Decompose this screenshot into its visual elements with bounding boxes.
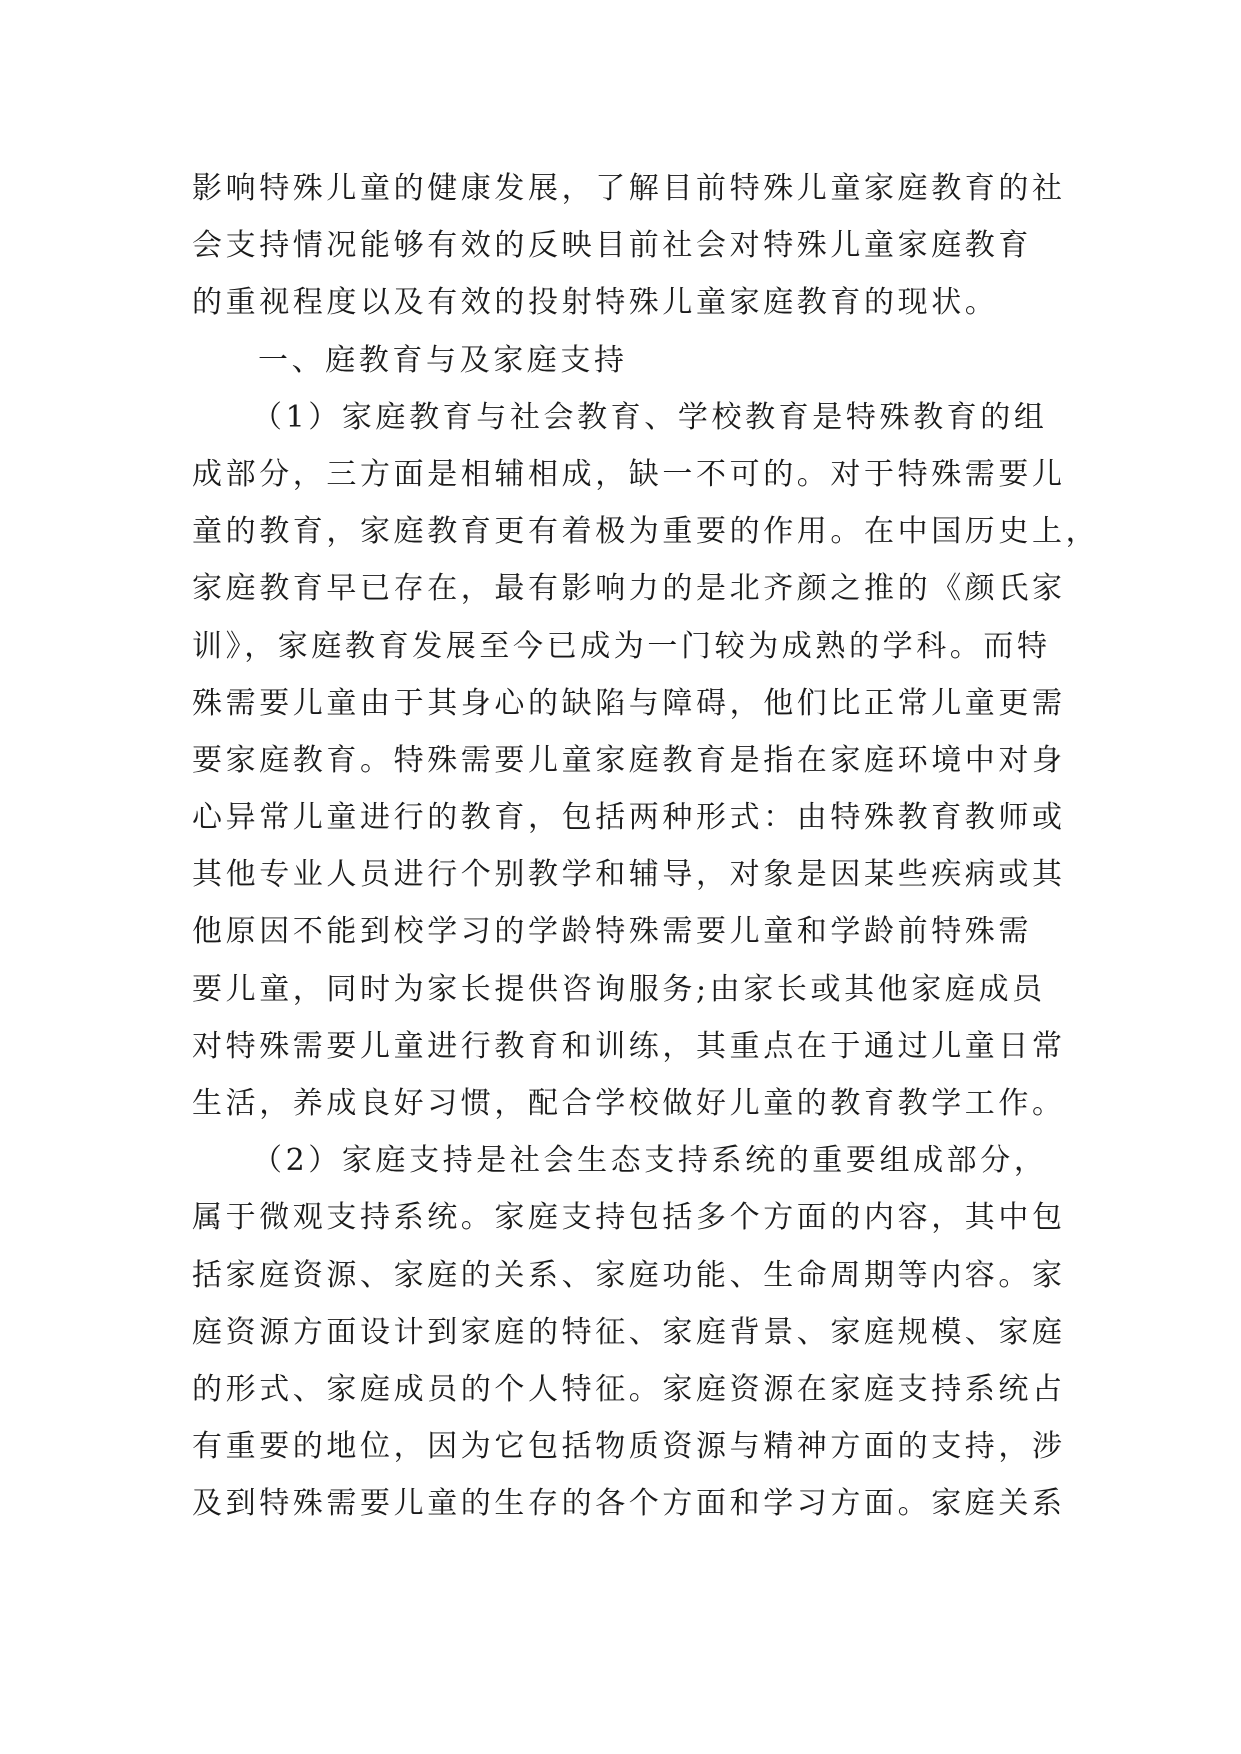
paragraph-line: 影响特殊儿童的健康发展，了解目前特殊儿童家庭教育的社 — [192, 171, 1066, 206]
paragraph-line: 生活，养成良好习惯，配合学校做好儿童的教育教学工作。 — [192, 1086, 1066, 1121]
paragraph-line: 童的教育，家庭教育更有着极为重要的作用。在中国历史上， — [192, 514, 1100, 550]
paragraph-line: 的重视程度以及有效的投射特殊儿童家庭教育的现状。 — [192, 285, 999, 321]
paragraph-line: 训》，家庭教育发展至今已成为一门较为成熟的学科。而特 — [192, 628, 1051, 664]
paragraph-line: 心异常儿童进行的教育，包括两种形式：由特殊教育教师或 — [192, 800, 1066, 836]
paragraph-line: （1）家庭教育与社会教育、学校教育是特殊教育的组 — [252, 399, 1048, 435]
paragraph-line: 他原因不能到校学习的学龄特殊需要儿童和学龄前特殊需 — [192, 914, 1032, 950]
paragraph-line: 对特殊需要儿童进行教育和训练，其重点在于通过儿童日常 — [192, 1028, 1066, 1064]
paragraph-line: 有重要的地位，因为它包括物质资源与精神方面的支持，涉 — [192, 1429, 1066, 1465]
paragraph-line: 会支持情况能够有效的反映目前社会对特殊儿童家庭教育 — [192, 228, 1032, 264]
paragraph-line: 属于微观支持系统。家庭支持包括多个方面的内容，其中包 — [192, 1200, 1066, 1236]
paragraph-line: 括家庭资源、家庭的关系、家庭功能、生命周期等内容。家 — [192, 1257, 1066, 1293]
paragraph-line: 的形式、家庭成员的个人特征。家庭资源在家庭支持系统占 — [192, 1371, 1066, 1407]
paragraph-line: 殊需要儿童由于其身心的缺陷与障碍，他们比正常儿童更需 — [192, 685, 1066, 721]
document-body — [192, 160, 1100, 1533]
section-heading: 一、庭教育与及家庭支持 — [258, 342, 628, 378]
paragraph-line: 庭资源方面设计到家庭的特征、家庭背景、家庭规模、家庭 — [192, 1314, 1066, 1350]
paragraph-line: 要家庭教育。特殊需要儿童家庭教育是指在家庭环境中对身 — [192, 742, 1066, 778]
paragraph-line: 要儿童，同时为家长提供咨询服务;由家长或其他家庭成员 — [192, 971, 1046, 1007]
paragraph-line: 及到特殊需要儿童的生存的各个方面和学习方面。家庭关系 — [192, 1486, 1066, 1522]
paragraph-line: （2）家庭支持是社会生态支持系统的重要组成部分， — [252, 1143, 1048, 1179]
paragraph-line: 家庭教育早已存在，最有影响力的是北齐颜之推的《颜氏家 — [192, 571, 1066, 607]
paragraph-line: 其他专业人员进行个别教学和辅导，对象是因某些疾病或其 — [192, 857, 1066, 893]
paragraph-line: 成部分，三方面是相辅相成，缺一不可的。对于特殊需要儿 — [192, 456, 1066, 492]
